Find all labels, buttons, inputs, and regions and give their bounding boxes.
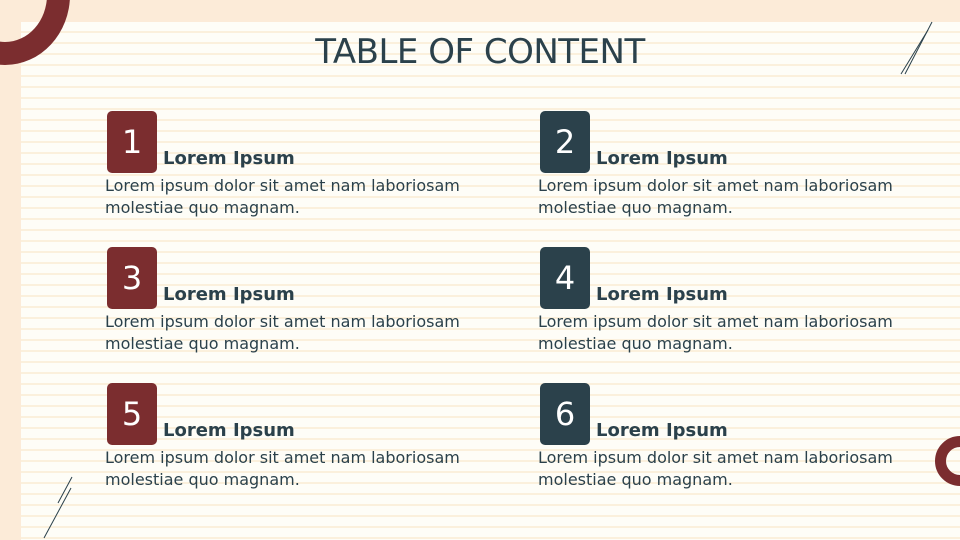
page-title: TABLE OF CONTENT: [315, 32, 645, 72]
item-description: Lorem ipsum dolor sit amet nam laboriosam molestiae quo magnam.: [105, 448, 460, 489]
item-heading: Lorem Ipsum: [163, 420, 295, 441]
item-description: Lorem ipsum dolor sit amet nam laboriosam molestiae quo magnam.: [105, 312, 460, 353]
toc-item-4: [538, 247, 898, 362]
item-heading: Lorem Ipsum: [163, 148, 295, 169]
toc-item-1: [105, 111, 465, 226]
item-description: Lorem ipsum dolor sit amet nam laboriosam molestiae quo magnam.: [538, 176, 893, 217]
toc-item-5: [105, 383, 465, 498]
item-description: Lorem ipsum dolor sit amet nam laboriosam molestiae quo magnam.: [105, 176, 460, 217]
item-number-badge: 2: [540, 111, 590, 173]
item-heading: Lorem Ipsum: [596, 148, 728, 169]
item-heading: Lorem Ipsum: [163, 284, 295, 305]
item-description: Lorem ipsum dolor sit amet nam laboriosam molestiae quo magnam.: [538, 312, 893, 353]
toc-item-2: [538, 111, 898, 226]
item-heading: Lorem Ipsum: [596, 420, 728, 441]
item-description: Lorem ipsum dolor sit amet nam laboriosam molestiae quo magnam.: [538, 448, 893, 489]
toc-item-3: [105, 247, 465, 362]
item-number-badge: 4: [540, 247, 590, 309]
toc-item-6: [538, 383, 898, 498]
item-number-badge: 5: [107, 383, 157, 445]
item-number-badge: 6: [540, 383, 590, 445]
item-number-badge: 1: [107, 111, 157, 173]
item-number-badge: 3: [107, 247, 157, 309]
item-heading: Lorem Ipsum: [596, 284, 728, 305]
